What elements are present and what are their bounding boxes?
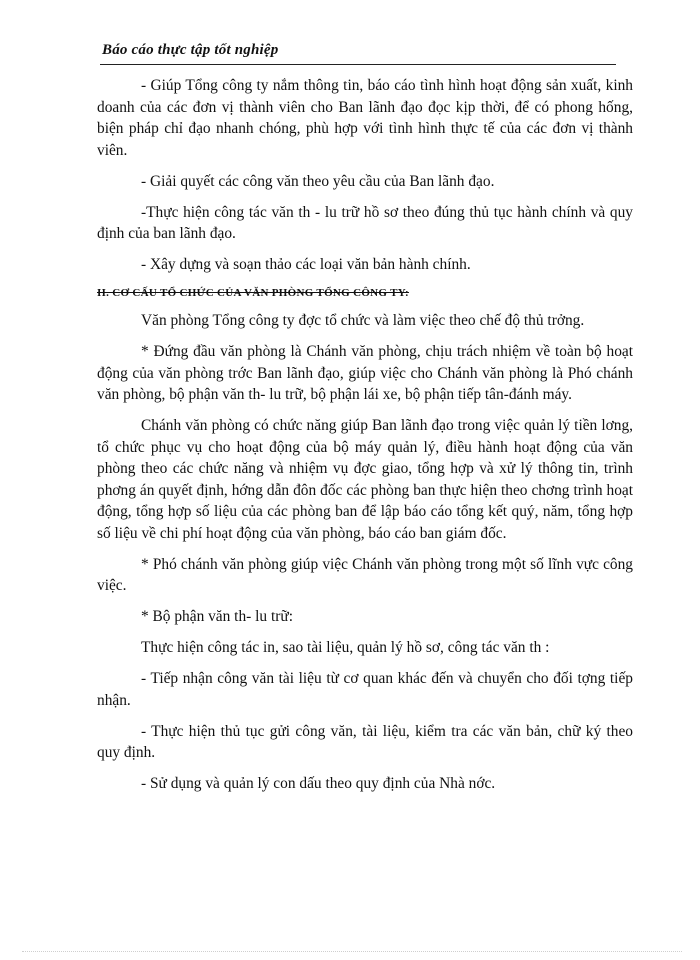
paragraph: - Giải quyết các công văn theo yêu cầu của Ban lãnh đạo. — [141, 172, 495, 190]
page-header — [100, 40, 616, 65]
paragraph: - Tiếp nhận công văn tài liệu từ cơ quan khác đến và chuyển cho đối tợng tiếp nhận. — [97, 670, 633, 709]
footer-divider — [22, 951, 682, 952]
paragraph: Chánh văn phòng có chức năng giúp Ban lãnh đạo trong việc quản lý tiền lơng, tổ chức phục vụ cho hoạt động của bộ máy quản lý, điều hành hoạt động của văn phòng theo các chức năng và nhiệm vụ đợc giao, tổng hợp và xử lý thông tin, trình phơng án quyết định, hớng dẫn đôn đốc các phòng ban thực hiện theo chơng trình hoạt động, tổng hợp số liệu của các phòng ban để lập báo cáo tổng kết quý, năm, tổng hợp số liệu về chi phí hoạt động của văn phòng, báo cáo ban giám đốc. — [97, 417, 633, 542]
paragraph: Thực hiện công tác in, sao tài liệu, quản lý hồ sơ, công tác văn th : — [141, 639, 550, 656]
document-body — [97, 75, 633, 804]
paragraph: * Bộ phận văn th- lu trữ: — [141, 608, 293, 625]
header-title: Báo cáo thực tập tốt nghiệp — [102, 42, 279, 58]
paragraph: - Xây dựng và soạn thảo các loại văn bản hành chính. — [141, 256, 471, 273]
paragraph: - Sử dụng và quản lý con dấu theo quy định của Nhà nớc. — [141, 775, 496, 792]
section-heading: II. CƠ CẤU TỔ CHỨC CỦA VĂN PHÒNG TỔNG CÔNG TY: — [97, 287, 409, 299]
paragraph: * Đứng đầu văn phòng là Chánh văn phòng, chịu trách nhiệm về toàn bộ hoạt động của văn phòng trớc Ban lãnh đạo, giúp việc cho Chánh văn phòng là Phó chánh văn phòng, bộ phận văn th- lu trữ, bộ phận lái xe, bộ phận tiếp tân-đánh máy. — [97, 343, 633, 403]
paragraph: - Giúp Tổng công ty nắm thông tin, báo cáo tình hình hoạt động sản xuất, kinh doanh của các đơn vị thành viên cho Ban lãnh đạo đọc kịp thời, để có phong hống, biện pháp chỉ đạo nhanh chóng, phù hợp với tình hình thực tế của các đơn vị thành viên. — [97, 77, 633, 159]
paragraph: Văn phòng Tổng công ty đợc tổ chức và làm việc theo chế độ thủ trởng. — [141, 312, 585, 329]
paragraph: - Thực hiện thủ tục gửi công văn, tài liệu, kiểm tra các văn bản, chữ ký theo quy định. — [97, 722, 633, 761]
paragraph: -Thực hiện công tác văn th - lu trữ hồ sơ theo đúng thủ tục hành chính và quy định của ban lãnh đạo. — [97, 203, 633, 242]
paragraph: * Phó chánh văn phòng giúp việc Chánh văn phòng trong một số lĩnh vực công việc. — [97, 555, 633, 594]
